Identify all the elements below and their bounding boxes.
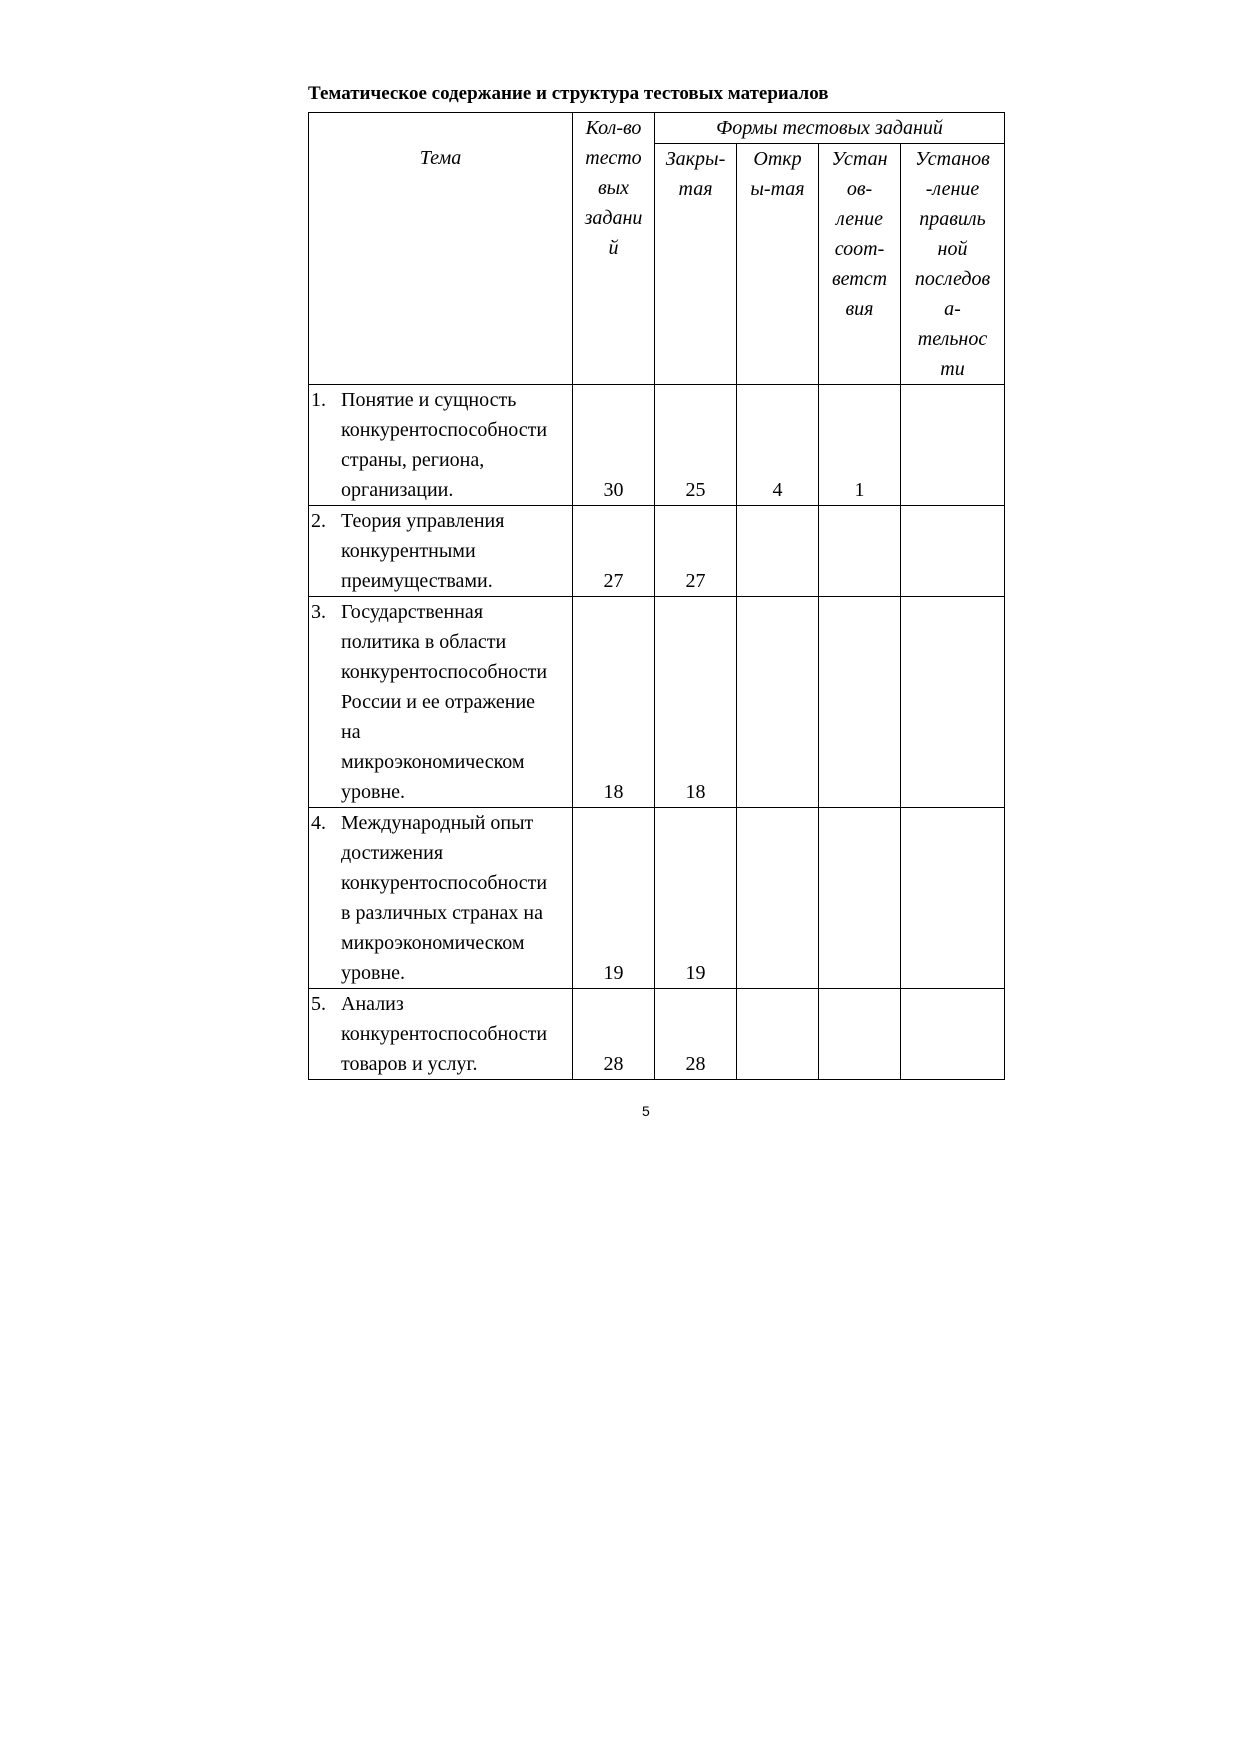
topic-cell [309,506,573,597]
count-cell: 18 [573,597,655,808]
table-row [309,989,1005,1080]
page-number: 5 [642,1103,650,1119]
matching-cell [819,808,901,989]
closed-cell: 27 [655,506,737,597]
page-title: Тематическое содержание и структура тестовых материалов [308,83,829,104]
count-cell: 27 [573,506,655,597]
topic-cell [309,989,573,1080]
open-cell: 4 [737,385,819,506]
open-cell [737,989,819,1080]
sequence-cell [901,808,1005,989]
table-row [309,385,1005,506]
count-cell: 30 [573,385,655,506]
topic-number: 3. [311,601,326,623]
closed-cell: 25 [655,385,737,506]
count-cell: 19 [573,808,655,989]
test-structure-table [308,112,1005,1080]
sequence-cell [901,597,1005,808]
matching-cell: 1 [819,385,901,506]
topic-cell [309,597,573,808]
sequence-cell [901,989,1005,1080]
sequence-cell [901,506,1005,597]
table-row [309,808,1005,989]
table-row [309,506,1005,597]
topic-number: 1. [311,389,326,411]
topic-text: Понятие и сущность конкурентоспособности страны, региона, организации. [341,389,548,501]
count-cell: 28 [573,989,655,1080]
topic-number: 4. [311,812,326,834]
open-cell [737,597,819,808]
topic-text: Государственная политика в области конкурентоспособности России и ее отражение на микроэкономическом уровне. [341,601,548,803]
matching-cell [819,989,901,1080]
closed-cell: 18 [655,597,737,808]
header-open: Откр ы-тая [737,144,819,385]
matching-cell [819,506,901,597]
topic-cell [309,385,573,506]
header-forms-group: Формы тестовых заданий [655,113,1005,144]
open-cell [737,506,819,597]
header-sequence: Установ -ление правиль ной последов а- тельнос ти [901,144,1005,385]
sequence-cell [901,385,1005,506]
closed-cell: 19 [655,808,737,989]
table-row [309,597,1005,808]
topic-cell [309,808,573,989]
header-closed: Закры- тая [655,144,737,385]
header-topic: Тема [309,113,573,385]
matching-cell [819,597,901,808]
topic-number: 2. [311,510,326,532]
header-count: Кол-во тесто вых задани й [573,113,655,385]
open-cell [737,808,819,989]
topic-number: 5. [311,993,326,1015]
header-matching: Устан ов- ление соот- ветст вия [819,144,901,385]
closed-cell: 28 [655,989,737,1080]
topic-text: Международный опыт достижения конкурентоспособности в различных странах на микроэкономическом уровне. [341,812,548,984]
topic-text: Анализ конкурентоспособности товаров и услуг. [341,993,548,1075]
topic-text: Теория управления конкурентными преимуществами. [341,510,505,592]
